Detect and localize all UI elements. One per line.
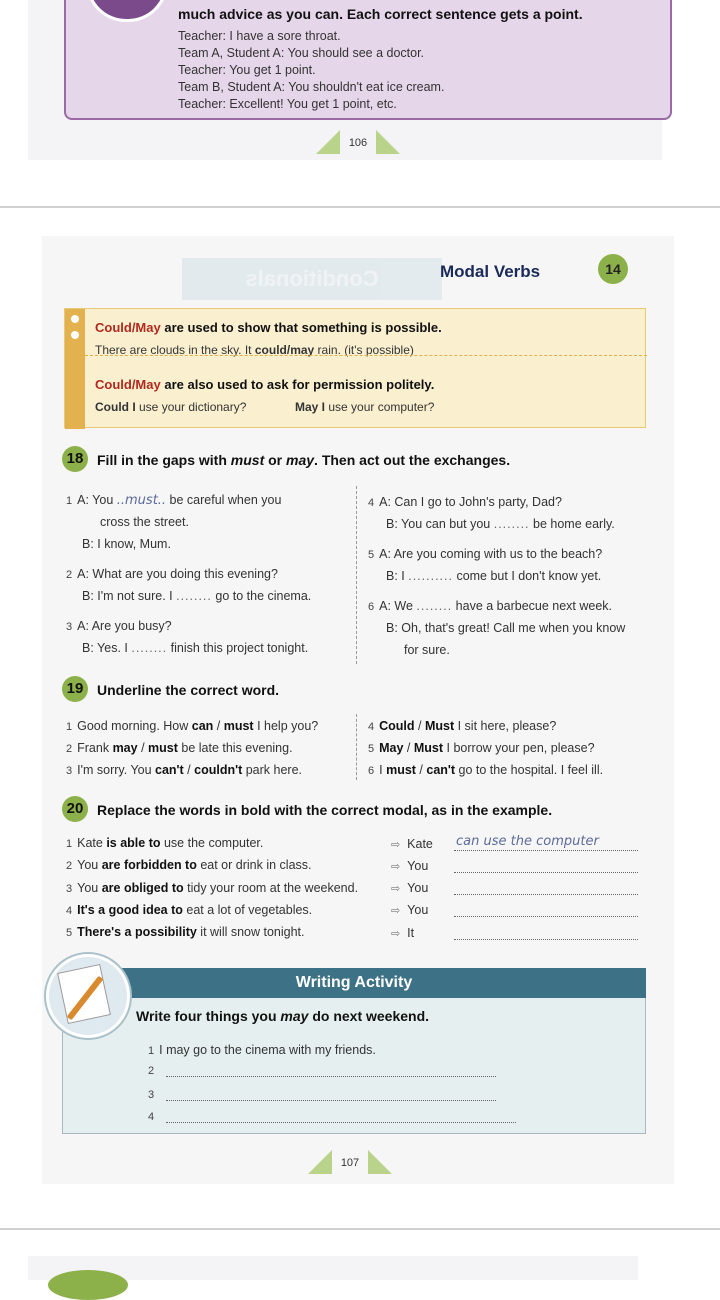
exercise-18-number: 18 [62, 446, 88, 472]
ex19-item-1: 1 Good morning. How can / must I help you? [66, 719, 319, 733]
ex19-item-3: 3 I'm sorry. You can't / couldn't park here. [66, 763, 302, 777]
example-answer: ..must.. [116, 493, 167, 508]
choice-word[interactable]: Could [379, 719, 415, 733]
writing-line-2-number: 2 [148, 1065, 155, 1077]
ex18-item-4-reply[interactable]: B: You can but you ........ be home early. [386, 517, 615, 531]
answer-line[interactable] [454, 872, 638, 873]
choice-word[interactable]: must [148, 741, 178, 755]
ex18-item-3-reply[interactable]: B: Yes. I ........ finish this project tonight. [82, 641, 309, 655]
ex19-item-2: 2 Frank may / must be late this evening. [66, 741, 293, 755]
choice-word[interactable]: can't [426, 763, 456, 777]
next-page-edge [28, 1256, 638, 1280]
ex18-item-1-cont: cross the street. [100, 515, 189, 529]
ex18-item-5: 5 A: Are you coming with us to the beach? [368, 547, 603, 561]
exercise-18-title: Fill in the gaps with must or may. Then act out the exchanges. [97, 452, 511, 468]
writing-line-4-number: 4 [148, 1111, 155, 1123]
page-106 [28, 0, 662, 160]
rule-2-example-1: Could I use your dictionary? [95, 400, 247, 414]
grammar-rule-box [64, 308, 646, 428]
choice-word[interactable]: can't [155, 763, 184, 777]
choice-word[interactable]: can [191, 719, 214, 733]
dialogue-line: Team B, Student A: You shouldn't eat ice cream. [178, 80, 445, 94]
game-box [64, 0, 672, 120]
ex18-item-3: 3 A: Are you busy? [66, 619, 172, 633]
game-badge-icon [86, 0, 168, 22]
ex18-item-1: 1 A: You ..must.. be careful when you [66, 493, 282, 508]
rule-side-bar [65, 309, 85, 429]
game-dialogue [178, 28, 444, 113]
page-number-107: 107 [308, 1150, 392, 1174]
ex18-item-1-reply: B: I know, Mum. [82, 537, 171, 551]
dialogue-line: Teacher: You get 1 point. [178, 63, 316, 77]
next-page-badge-icon [48, 1270, 128, 1300]
writing-line-3-number: 3 [148, 1089, 155, 1101]
ex20-item-4: 4 It's a good idea to eat a lot of vegetables. [66, 903, 313, 917]
choice-word[interactable]: Must [424, 719, 455, 733]
choice-word[interactable]: Must [413, 741, 444, 755]
page-number-106: 106 [316, 130, 400, 154]
choice-word[interactable]: must [386, 763, 416, 777]
ex20-item-3: 3 You are obliged to tidy your room at the weekend. [66, 881, 359, 895]
writing-task: Write four things you may do next weekend. [136, 1008, 430, 1024]
answer-line[interactable] [454, 939, 638, 940]
choice-word[interactable]: must [223, 719, 254, 733]
ex18-item-2-reply[interactable]: B: I'm not sure. I ........ go to the cinema. [82, 589, 312, 603]
ex20-item-1: 1 Kate is able to use the computer. [66, 836, 264, 850]
exercise-19-number: 19 [62, 676, 88, 702]
exercise-20-title: Replace the words in bold with the correct modal, as in the example. [97, 802, 553, 818]
page-divider [0, 1228, 720, 1230]
writing-answer-line[interactable] [166, 1076, 496, 1077]
dialogue-line: Teacher: I have a sore throat. [178, 29, 341, 43]
choice-word[interactable]: couldn't [194, 763, 243, 777]
ex18-item-6-reply: B: Oh, that's great! Call me when you know [386, 621, 626, 635]
ex19-item-6: 6 I must / can't go to the hospital. I feel ill. [368, 763, 604, 777]
ex20-answer-5: ⇨ It [391, 926, 415, 940]
rule-1-example: There are clouds in the sky. It could/may rain. (it's possible) [95, 343, 414, 357]
ex20-answer-3: ⇨ You [391, 881, 429, 895]
arrow-icon: ⇨ [391, 905, 401, 917]
column-separator [356, 714, 357, 780]
rule-2: Could/May are also used to ask for permission politely. [95, 377, 435, 392]
dialogue-line: Teacher: Excellent! You get 1 point, etc. [178, 97, 397, 111]
choice-word[interactable]: may [112, 741, 138, 755]
ex20-answer-2: ⇨ You [391, 859, 429, 873]
answer-line[interactable] [454, 894, 638, 895]
rule-separator [65, 355, 647, 356]
ex20-item-2: 2 You are forbidden to eat or drink in class. [66, 858, 312, 872]
dialogue-line: Team A, Student A: You should see a doctor. [178, 46, 425, 60]
rule-2-example-2: May I use your computer? [295, 400, 435, 414]
ex18-item-4: 4 A: Can I go to John's party, Dad? [368, 495, 562, 509]
arrow-icon: ⇨ [391, 861, 401, 873]
ex20-item-5: 5 There's a possibility it will snow tonight. [66, 925, 305, 939]
ex18-item-6[interactable]: 6 A: We ........ have a barbecue next week. [368, 599, 613, 613]
writing-answer-line[interactable] [166, 1100, 496, 1101]
bullet-icon [71, 315, 79, 323]
arrow-icon: ⇨ [391, 883, 401, 895]
exercise-19-title: Underline the correct word. [97, 682, 280, 698]
page-divider [0, 206, 720, 208]
bullet-icon [71, 331, 79, 339]
ex19-item-5: 5 May / Must I borrow your pen, please? [368, 741, 595, 755]
example-answer: can use the computer [456, 834, 599, 849]
exercise-20-number: 20 [62, 796, 88, 822]
ex19-item-4: 4 Could / Must I sit here, please? [368, 719, 557, 733]
choice-word[interactable]: May [379, 741, 404, 755]
watermark-text: Conditionals [182, 258, 442, 300]
ex20-answer-1: ⇨ Kate [391, 837, 433, 851]
ex18-item-2: 2 A: What are you doing this evening? [66, 567, 278, 581]
unit-number-badge: 14 [598, 254, 628, 284]
answer-line[interactable] [454, 916, 638, 917]
unit-title: Modal Verbs [440, 262, 541, 281]
ex18-item-6-reply-cont: for sure. [404, 643, 450, 657]
writing-answer-line[interactable] [166, 1122, 516, 1123]
writing-line-1: 1 I may go to the cinema with my friends. [148, 1043, 376, 1057]
answer-line[interactable] [454, 850, 638, 851]
ex18-item-5-reply[interactable]: B: I .......... come but I don't know yet. [386, 569, 602, 583]
rule-1: Could/May are used to show that something is possible. [95, 320, 442, 335]
game-heading: much advice as you can. Each correct sentence gets a point. [178, 6, 583, 22]
page-107 [42, 236, 674, 1184]
arrow-icon: ⇨ [391, 839, 401, 851]
writing-activity-header: Writing Activity [62, 968, 646, 998]
arrow-icon: ⇨ [391, 928, 401, 940]
ex20-answer-4: ⇨ You [391, 903, 429, 917]
column-separator [356, 486, 357, 664]
